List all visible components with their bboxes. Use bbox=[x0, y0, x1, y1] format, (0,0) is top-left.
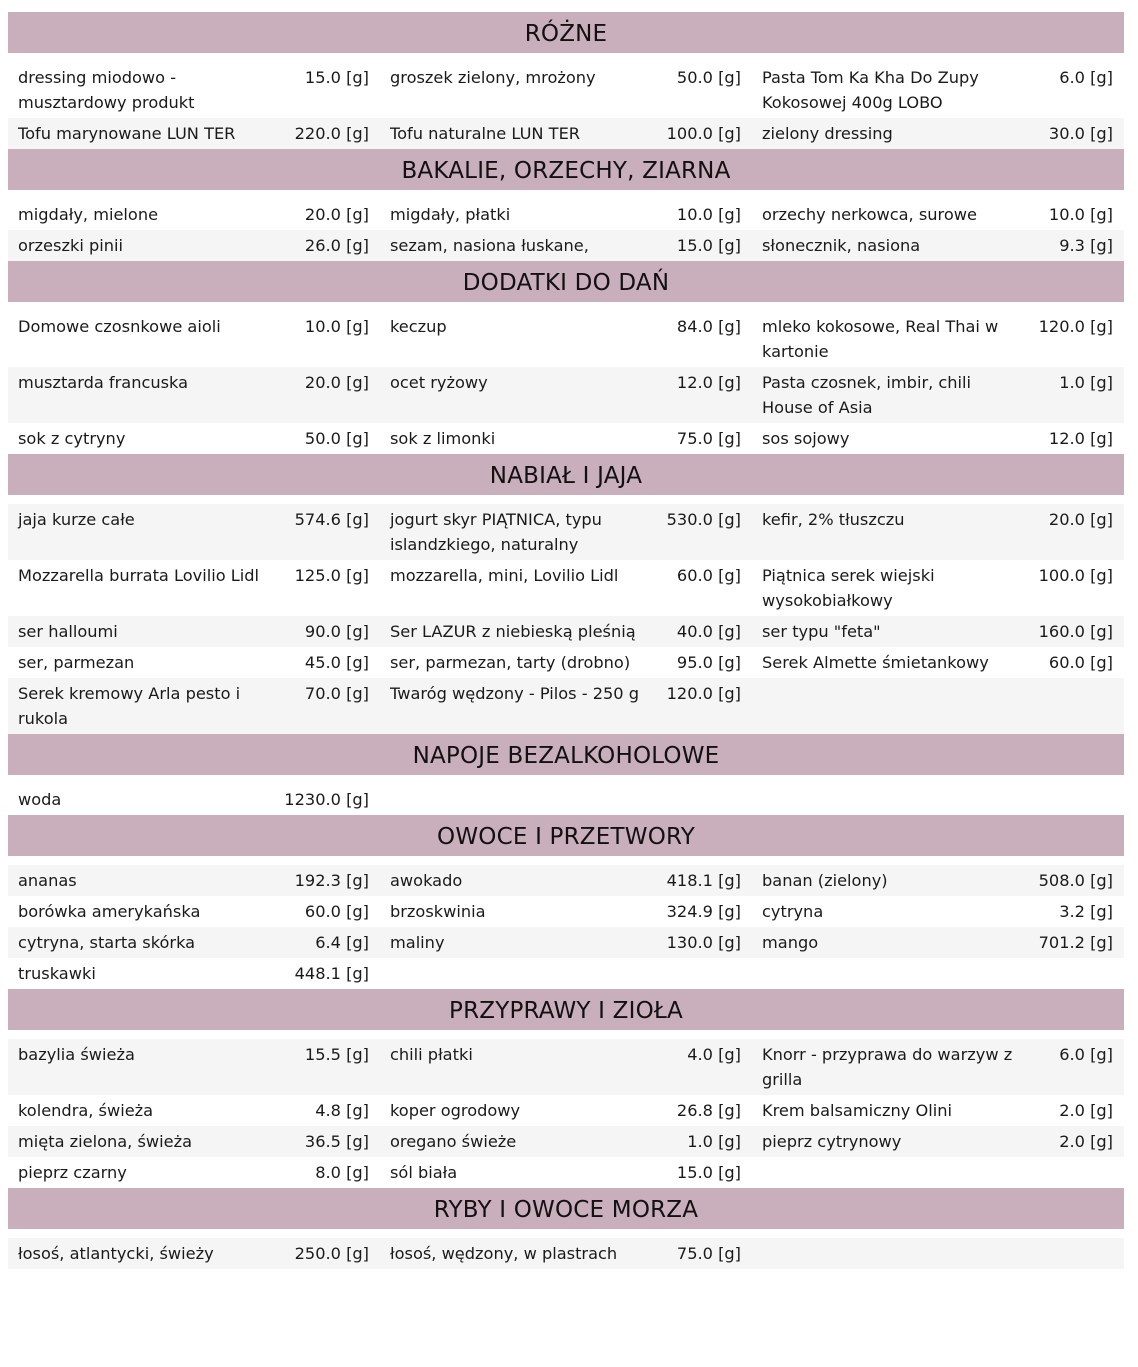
item-quantity: 3.2 [g] bbox=[1059, 902, 1113, 921]
item-quantity: 100.0 [g] bbox=[666, 124, 741, 143]
item-name: pieprz cytrynowy bbox=[762, 1132, 902, 1151]
item-name: Pasta czosnek, imbir, chili House of Asia bbox=[762, 373, 972, 417]
item-quantity: 100.0 [g] bbox=[1038, 566, 1113, 585]
list-item bbox=[380, 650, 752, 675]
item-name: oregano świeże bbox=[390, 1132, 517, 1151]
list-item bbox=[8, 1098, 380, 1123]
item-quantity: 9.3 [g] bbox=[1059, 236, 1113, 255]
table-row bbox=[8, 616, 1124, 647]
item-quantity: 95.0 [g] bbox=[676, 653, 741, 672]
list-item bbox=[752, 650, 1124, 675]
item-name: Mozzarella burrata Lovilio Lidl bbox=[18, 566, 260, 585]
item-name: mięta zielona, świeża bbox=[18, 1132, 193, 1151]
table-row bbox=[8, 1039, 1124, 1095]
list-item bbox=[752, 507, 1124, 532]
section-header: DODATKI DO DAŃ bbox=[8, 261, 1124, 302]
section-spacer bbox=[8, 1030, 1124, 1039]
item-name: keczup bbox=[390, 317, 447, 336]
table-row bbox=[8, 865, 1124, 896]
item-quantity: 6.0 [g] bbox=[1059, 68, 1113, 87]
item-name: woda bbox=[18, 790, 62, 809]
list-item bbox=[752, 1129, 1124, 1154]
item-name: Serek kremowy Arla pesto i rukola bbox=[18, 684, 241, 728]
section-spacer bbox=[8, 302, 1124, 311]
item-quantity: 8.0 [g] bbox=[315, 1163, 369, 1182]
item-name: groszek zielony, mrożony bbox=[390, 68, 596, 87]
list-item bbox=[8, 961, 380, 986]
list-item bbox=[8, 1042, 380, 1067]
table-row bbox=[8, 230, 1124, 261]
item-quantity: 20.0 [g] bbox=[304, 205, 369, 224]
item-name: banan (zielony) bbox=[762, 871, 888, 890]
item-quantity: 2.0 [g] bbox=[1059, 1101, 1113, 1120]
list-item bbox=[380, 930, 752, 955]
list-item bbox=[380, 233, 752, 258]
item-name: truskawki bbox=[18, 964, 96, 983]
list-item bbox=[8, 426, 380, 451]
item-name: ananas bbox=[18, 871, 77, 890]
list-item bbox=[380, 1129, 752, 1154]
list-item bbox=[752, 619, 1124, 644]
item-quantity: 60.0 [g] bbox=[304, 902, 369, 921]
item-quantity: 220.0 [g] bbox=[294, 124, 369, 143]
list-item bbox=[8, 650, 380, 675]
item-name: jogurt skyr PIĄTNICA, typu islandzkiego, naturalny bbox=[390, 510, 602, 554]
item-quantity: 75.0 [g] bbox=[676, 429, 741, 448]
list-item bbox=[380, 507, 752, 557]
list-item bbox=[8, 233, 380, 258]
item-name: bazylia świeża bbox=[18, 1045, 135, 1064]
list-item bbox=[8, 681, 380, 731]
item-quantity: 2.0 [g] bbox=[1059, 1132, 1113, 1151]
list-item bbox=[380, 1160, 752, 1185]
item-name: Twaróg wędzony - Pilos - 250 g bbox=[390, 684, 640, 703]
item-name: maliny bbox=[390, 933, 445, 952]
item-quantity: 84.0 [g] bbox=[676, 317, 741, 336]
list-item bbox=[8, 314, 380, 339]
list-item bbox=[380, 1042, 752, 1067]
list-item bbox=[752, 563, 1124, 613]
item-quantity: 20.0 [g] bbox=[304, 373, 369, 392]
list-item bbox=[380, 563, 752, 588]
item-quantity: 10.0 [g] bbox=[1048, 205, 1113, 224]
table-row bbox=[8, 927, 1124, 958]
list-item bbox=[380, 314, 752, 339]
table-row bbox=[8, 1238, 1124, 1269]
list-item bbox=[752, 370, 1124, 420]
list-item bbox=[380, 1098, 752, 1123]
item-quantity: 448.1 [g] bbox=[294, 964, 369, 983]
item-name: orzechy nerkowca, surowe bbox=[762, 205, 977, 224]
shopping-list bbox=[8, 12, 1124, 1269]
section-spacer bbox=[8, 775, 1124, 784]
item-quantity: 192.3 [g] bbox=[294, 871, 369, 890]
item-name: mango bbox=[762, 933, 819, 952]
item-quantity: 125.0 [g] bbox=[294, 566, 369, 585]
item-name: awokado bbox=[390, 871, 463, 890]
item-quantity: 6.0 [g] bbox=[1059, 1045, 1113, 1064]
list-item bbox=[8, 202, 380, 227]
list-item bbox=[8, 619, 380, 644]
table-row bbox=[8, 1157, 1124, 1188]
list-item bbox=[8, 1160, 380, 1185]
item-quantity: 574.6 [g] bbox=[294, 510, 369, 529]
list-item bbox=[380, 619, 752, 644]
table-row bbox=[8, 118, 1124, 149]
item-quantity: 26.0 [g] bbox=[304, 236, 369, 255]
item-name: Knorr - przyprawa do warzyw z grilla bbox=[762, 1045, 1013, 1089]
list-item bbox=[8, 121, 380, 146]
item-quantity: 418.1 [g] bbox=[666, 871, 741, 890]
item-quantity: 508.0 [g] bbox=[1038, 871, 1113, 890]
item-quantity: 15.5 [g] bbox=[304, 1045, 369, 1064]
list-item bbox=[8, 507, 380, 532]
item-name: sok z cytryny bbox=[18, 429, 126, 448]
item-name: Domowe czosnkowe aioli bbox=[18, 317, 221, 336]
item-quantity: 4.8 [g] bbox=[315, 1101, 369, 1120]
item-name: sos sojowy bbox=[762, 429, 850, 448]
section-spacer bbox=[8, 1229, 1124, 1238]
table-row bbox=[8, 423, 1124, 454]
item-quantity: 26.8 [g] bbox=[676, 1101, 741, 1120]
item-name: sezam, nasiona łuskane, bbox=[390, 236, 589, 255]
table-row bbox=[8, 311, 1124, 367]
section-header: PRZYPRAWY I ZIOŁA bbox=[8, 989, 1124, 1030]
item-quantity: 10.0 [g] bbox=[676, 205, 741, 224]
table-row bbox=[8, 647, 1124, 678]
item-quantity: 250.0 [g] bbox=[294, 1244, 369, 1263]
item-quantity: 324.9 [g] bbox=[666, 902, 741, 921]
item-name: Tofu naturalne LUN TER bbox=[390, 124, 581, 143]
table-row bbox=[8, 560, 1124, 616]
table-row bbox=[8, 1126, 1124, 1157]
section-header: RÓŻNE bbox=[8, 12, 1124, 53]
list-item bbox=[8, 899, 380, 924]
item-quantity: 15.0 [g] bbox=[304, 68, 369, 87]
list-item bbox=[752, 233, 1124, 258]
list-item bbox=[752, 868, 1124, 893]
item-name: migdały, mielone bbox=[18, 205, 159, 224]
list-item bbox=[380, 370, 752, 395]
item-name: migdały, płatki bbox=[390, 205, 511, 224]
section-spacer bbox=[8, 190, 1124, 199]
list-item bbox=[8, 1241, 380, 1266]
section-spacer bbox=[8, 53, 1124, 62]
item-name: brzoskwinia bbox=[390, 902, 486, 921]
item-name: ser halloumi bbox=[18, 622, 118, 641]
table-row bbox=[8, 367, 1124, 423]
item-name: mozzarella, mini, Lovilio Lidl bbox=[390, 566, 619, 585]
item-name: ocet ryżowy bbox=[390, 373, 488, 392]
item-name: Ser LAZUR z niebieską pleśnią bbox=[390, 622, 636, 641]
item-name: kefir, 2% tłuszczu bbox=[762, 510, 905, 529]
table-row bbox=[8, 678, 1124, 734]
item-quantity: 701.2 [g] bbox=[1038, 933, 1113, 952]
item-name: pieprz czarny bbox=[18, 1163, 127, 1182]
item-quantity: 12.0 [g] bbox=[676, 373, 741, 392]
list-item bbox=[380, 426, 752, 451]
list-item bbox=[380, 681, 752, 706]
table-row bbox=[8, 504, 1124, 560]
item-name: łosoś, atlantycki, świeży bbox=[18, 1244, 214, 1263]
item-quantity: 6.4 [g] bbox=[315, 933, 369, 952]
item-name: cytryna, starta skórka bbox=[18, 933, 196, 952]
list-item bbox=[752, 65, 1124, 115]
item-quantity: 36.5 [g] bbox=[304, 1132, 369, 1151]
section-spacer bbox=[8, 495, 1124, 504]
item-quantity: 90.0 [g] bbox=[304, 622, 369, 641]
item-quantity: 4.0 [g] bbox=[687, 1045, 741, 1064]
list-item bbox=[8, 563, 380, 588]
item-name: Serek Almette śmietankowy bbox=[762, 653, 989, 672]
item-quantity: 120.0 [g] bbox=[666, 684, 741, 703]
item-name: Krem balsamiczny Olini bbox=[762, 1101, 952, 1120]
list-item bbox=[752, 314, 1124, 364]
list-item bbox=[8, 1129, 380, 1154]
item-quantity: 120.0 [g] bbox=[1038, 317, 1113, 336]
list-item bbox=[752, 1042, 1124, 1092]
item-name: słonecznik, nasiona bbox=[762, 236, 921, 255]
item-quantity: 60.0 [g] bbox=[676, 566, 741, 585]
list-item bbox=[8, 868, 380, 893]
item-quantity: 20.0 [g] bbox=[1048, 510, 1113, 529]
list-item bbox=[380, 202, 752, 227]
list-item bbox=[8, 787, 380, 812]
item-quantity: 1230.0 [g] bbox=[284, 790, 369, 809]
item-name: jaja kurze całe bbox=[18, 510, 135, 529]
section-header: RYBY I OWOCE MORZA bbox=[8, 1188, 1124, 1229]
item-name: ser, parmezan bbox=[18, 653, 135, 672]
list-item bbox=[752, 426, 1124, 451]
item-quantity: 70.0 [g] bbox=[304, 684, 369, 703]
section-header: NABIAŁ I JAJA bbox=[8, 454, 1124, 495]
list-item bbox=[752, 899, 1124, 924]
list-item bbox=[752, 202, 1124, 227]
item-name: sól biała bbox=[390, 1163, 458, 1182]
table-row bbox=[8, 958, 1124, 989]
item-name: mleko kokosowe, Real Thai w kartonie bbox=[762, 317, 999, 361]
list-item bbox=[752, 930, 1124, 955]
item-quantity: 1.0 [g] bbox=[687, 1132, 741, 1151]
item-name: ser typu "feta" bbox=[762, 622, 881, 641]
table-row bbox=[8, 896, 1124, 927]
table-row bbox=[8, 62, 1124, 118]
item-name: chili płatki bbox=[390, 1045, 473, 1064]
section-header: OWOCE I PRZETWORY bbox=[8, 815, 1124, 856]
item-quantity: 15.0 [g] bbox=[676, 1163, 741, 1182]
item-quantity: 160.0 [g] bbox=[1038, 622, 1113, 641]
list-item bbox=[380, 868, 752, 893]
item-quantity: 12.0 [g] bbox=[1048, 429, 1113, 448]
section-spacer bbox=[8, 856, 1124, 865]
item-quantity: 45.0 [g] bbox=[304, 653, 369, 672]
list-item bbox=[380, 65, 752, 90]
list-item bbox=[8, 930, 380, 955]
item-quantity: 30.0 [g] bbox=[1048, 124, 1113, 143]
item-quantity: 50.0 [g] bbox=[676, 68, 741, 87]
section-header: NAPOJE BEZALKOHOLOWE bbox=[8, 734, 1124, 775]
table-row bbox=[8, 199, 1124, 230]
item-name: łosoś, wędzony, w plastrach bbox=[390, 1244, 618, 1263]
item-quantity: 530.0 [g] bbox=[666, 510, 741, 529]
table-row bbox=[8, 1095, 1124, 1126]
item-quantity: 1.0 [g] bbox=[1059, 373, 1113, 392]
item-name: kolendra, świeża bbox=[18, 1101, 154, 1120]
list-item bbox=[380, 1241, 752, 1266]
item-quantity: 60.0 [g] bbox=[1048, 653, 1113, 672]
item-name: cytryna bbox=[762, 902, 824, 921]
item-name: Tofu marynowane LUN TER bbox=[18, 124, 236, 143]
item-name: ser, parmezan, tarty (drobno) bbox=[390, 653, 631, 672]
item-name: koper ogrodowy bbox=[390, 1101, 521, 1120]
item-quantity: 50.0 [g] bbox=[304, 429, 369, 448]
list-item bbox=[380, 121, 752, 146]
list-item bbox=[380, 899, 752, 924]
item-quantity: 40.0 [g] bbox=[676, 622, 741, 641]
list-item bbox=[752, 1098, 1124, 1123]
table-row bbox=[8, 784, 1124, 815]
list-item bbox=[8, 370, 380, 395]
item-quantity: 130.0 [g] bbox=[666, 933, 741, 952]
item-quantity: 10.0 [g] bbox=[304, 317, 369, 336]
list-item bbox=[8, 65, 380, 115]
item-name: dressing miodowo - musztardowy produkt bbox=[18, 68, 195, 112]
item-name: orzeszki pinii bbox=[18, 236, 123, 255]
item-quantity: 15.0 [g] bbox=[676, 236, 741, 255]
item-name: borówka amerykańska bbox=[18, 902, 201, 921]
list-item bbox=[752, 121, 1124, 146]
item-name: Piątnica serek wiejski wysokobiałkowy bbox=[762, 566, 935, 610]
item-name: zielony dressing bbox=[762, 124, 893, 143]
item-name: sok z limonki bbox=[390, 429, 496, 448]
section-header: BAKALIE, ORZECHY, ZIARNA bbox=[8, 149, 1124, 190]
item-name: musztarda francuska bbox=[18, 373, 189, 392]
item-quantity: 75.0 [g] bbox=[676, 1244, 741, 1263]
item-name: Pasta Tom Ka Kha Do Zupy Kokosowej 400g LOBO bbox=[762, 68, 979, 112]
